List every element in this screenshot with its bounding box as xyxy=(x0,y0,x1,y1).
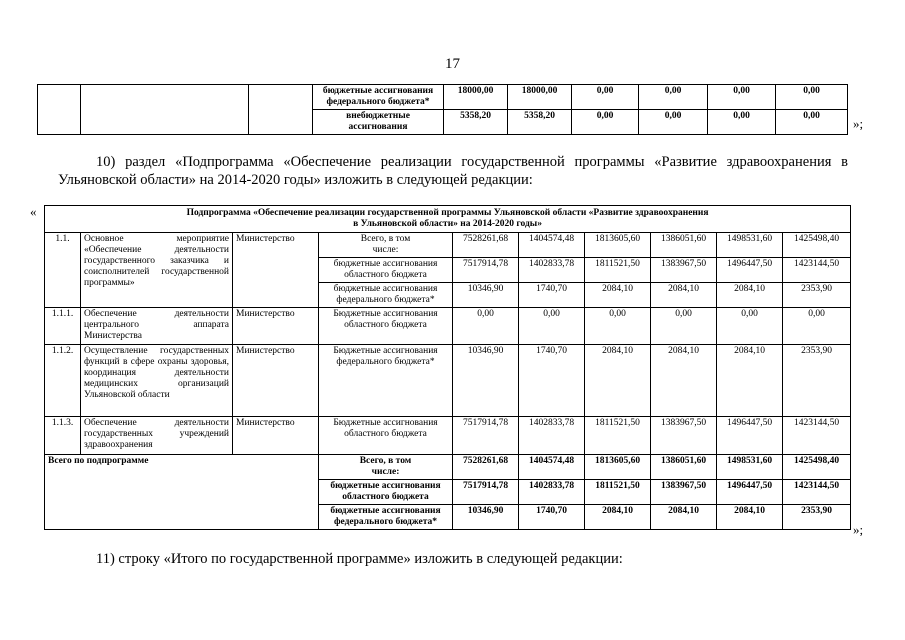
value-cell: 1813605,60 xyxy=(585,233,651,258)
value-cell: 1496447,50 xyxy=(717,258,783,283)
value-cell: 2084,10 xyxy=(717,345,783,417)
item-executor: Министерство xyxy=(233,233,319,308)
item-number: 1.1.2. xyxy=(45,345,81,417)
value-cell: 10346,90 xyxy=(453,505,519,530)
value-cell: 1811521,50 xyxy=(585,480,651,505)
value-cell: 0,00 xyxy=(708,85,776,110)
top-table xyxy=(37,84,848,135)
value-cell: 1402833,78 xyxy=(519,417,585,455)
paragraph-10: 10) раздел «Подпрограмма «Обеспечение реализации государственной программы «Развитие здравоохранения в Ульяновской области» на 2014-2020 годы» изложить в следующей редакции: xyxy=(58,154,848,188)
page-number: 17 xyxy=(445,56,460,72)
value-cell: 7517914,78 xyxy=(453,480,519,505)
value-cell: 2084,10 xyxy=(717,505,783,530)
value-cell: 1404574,48 xyxy=(519,455,585,480)
value-cell: 7528261,68 xyxy=(453,455,519,480)
table-row xyxy=(45,345,851,417)
source-cell: Бюджетные ассигнования федерального бюджета* xyxy=(319,345,453,417)
value-cell: 1423144,50 xyxy=(783,480,851,505)
value-cell: 1423144,50 xyxy=(783,417,851,455)
value-cell: 0,00 xyxy=(639,110,708,135)
value-cell: 1740,70 xyxy=(519,345,585,417)
value-cell: 0,00 xyxy=(519,308,585,345)
value-cell: 1386051,60 xyxy=(651,233,717,258)
value-cell: 1425498,40 xyxy=(783,233,851,258)
value-cell: 1404574,48 xyxy=(519,233,585,258)
value-cell: 5358,20 xyxy=(508,110,572,135)
value-cell: 1402833,78 xyxy=(519,480,585,505)
value-cell: 1496447,50 xyxy=(717,480,783,505)
source-cell: бюджетные ассигнования областного бюджета xyxy=(319,258,453,283)
value-cell: 0,00 xyxy=(717,308,783,345)
source-cell: бюджетные ассигнования федерального бюджета* xyxy=(319,283,453,308)
value-cell: 0,00 xyxy=(572,85,639,110)
value-cell: 1498531,60 xyxy=(717,233,783,258)
value-cell: 2353,90 xyxy=(783,345,851,417)
value-cell: 1423144,50 xyxy=(783,258,851,283)
value-cell: 2353,90 xyxy=(783,505,851,530)
item-executor: Министерство xyxy=(233,308,319,345)
value-cell: 2084,10 xyxy=(585,345,651,417)
table-header-row xyxy=(45,206,851,233)
value-cell: 2084,10 xyxy=(717,283,783,308)
value-cell: 2084,10 xyxy=(585,505,651,530)
value-cell: 1740,70 xyxy=(519,505,585,530)
source-cell: бюджетные ассигнования областного бюджета xyxy=(319,480,453,505)
source-cell: Бюджетные ассигнования областного бюджета xyxy=(319,308,453,345)
value-cell: 2084,10 xyxy=(651,505,717,530)
item-executor: Министерство xyxy=(233,345,319,417)
subprogram-title: Подпрограмма «Обеспечение реализации государственной программы Ульяновской области «Развитие здравоохранения в Ульяновской области» на 2014-2020 годы» xyxy=(45,206,851,233)
value-cell: 2084,10 xyxy=(585,283,651,308)
value-cell: 1740,70 xyxy=(519,283,585,308)
value-cell: 1383967,50 xyxy=(651,417,717,455)
value-cell: 5358,20 xyxy=(444,110,508,135)
closing-quote-mark: »; xyxy=(853,522,864,537)
empty-cell xyxy=(249,85,313,135)
value-cell: 1402833,78 xyxy=(519,258,585,283)
value-cell: 18000,00 xyxy=(444,85,508,110)
value-cell: 1383967,50 xyxy=(651,480,717,505)
value-cell: 1386051,60 xyxy=(651,455,717,480)
item-number: 1.1.1. xyxy=(45,308,81,345)
value-cell: 10346,90 xyxy=(453,345,519,417)
value-cell: 1811521,50 xyxy=(585,258,651,283)
value-cell: 1425498,40 xyxy=(783,455,851,480)
item-name: Обеспечение деятельности центрального аппарата Министерства xyxy=(81,308,233,345)
item-number: 1.1. xyxy=(45,233,81,308)
value-cell: 1383967,50 xyxy=(651,258,717,283)
source-cell: Всего, в том числе: xyxy=(319,233,453,258)
total-label: Всего по подпрограмме xyxy=(45,455,319,530)
value-cell: 1811521,50 xyxy=(585,417,651,455)
value-cell: 0,00 xyxy=(708,110,776,135)
subprogram-table xyxy=(44,205,851,530)
item-executor: Министерство xyxy=(233,417,319,455)
closing-quote-mark: »; xyxy=(853,116,864,131)
value-cell: 7517914,78 xyxy=(453,258,519,283)
value-cell: 0,00 xyxy=(651,308,717,345)
table-row xyxy=(45,455,851,480)
source-cell: бюджетные ассигнования федерального бюджета* xyxy=(319,505,453,530)
value-cell: 1496447,50 xyxy=(717,417,783,455)
value-cell: 2353,90 xyxy=(783,283,851,308)
item-name: Обеспечение деятельности государственных учреждений здравоохранения xyxy=(81,417,233,455)
item-name: Основное мероприятие «Обеспечение деятельности государственного заказчика и соисполнителей государственной программы» xyxy=(81,233,233,308)
source-cell: Всего, в том числе: xyxy=(319,455,453,480)
item-name: Осуществление государственных функций в сфере охраны здоровья, координация деятельности медицинских организаций Ульяновской области xyxy=(81,345,233,417)
table-row xyxy=(45,233,851,258)
value-cell: 18000,00 xyxy=(508,85,572,110)
value-cell: 0,00 xyxy=(572,110,639,135)
value-cell: 10346,90 xyxy=(453,283,519,308)
source-cell: внебюджетные ассигнования xyxy=(313,110,444,135)
source-cell: бюджетные ассигнования федерального бюджета* xyxy=(313,85,444,110)
value-cell: 7517914,78 xyxy=(453,417,519,455)
table-row xyxy=(38,85,848,110)
empty-cell xyxy=(38,85,81,135)
value-cell: 0,00 xyxy=(776,110,848,135)
paragraph-11: 11) строку «Итого по государственной программе» изложить в следующей редакции: xyxy=(96,551,623,567)
source-cell: Бюджетные ассигнования областного бюджета xyxy=(319,417,453,455)
value-cell: 0,00 xyxy=(453,308,519,345)
opening-quote-mark: « xyxy=(30,204,37,219)
value-cell: 0,00 xyxy=(783,308,851,345)
value-cell: 1498531,60 xyxy=(717,455,783,480)
table-row xyxy=(45,308,851,345)
value-cell: 0,00 xyxy=(585,308,651,345)
item-number: 1.1.3. xyxy=(45,417,81,455)
value-cell: 7528261,68 xyxy=(453,233,519,258)
value-cell: 1813605,60 xyxy=(585,455,651,480)
value-cell: 2084,10 xyxy=(651,345,717,417)
empty-cell xyxy=(81,85,249,135)
value-cell: 0,00 xyxy=(639,85,708,110)
value-cell: 0,00 xyxy=(776,85,848,110)
value-cell: 2084,10 xyxy=(651,283,717,308)
table-row xyxy=(45,417,851,455)
